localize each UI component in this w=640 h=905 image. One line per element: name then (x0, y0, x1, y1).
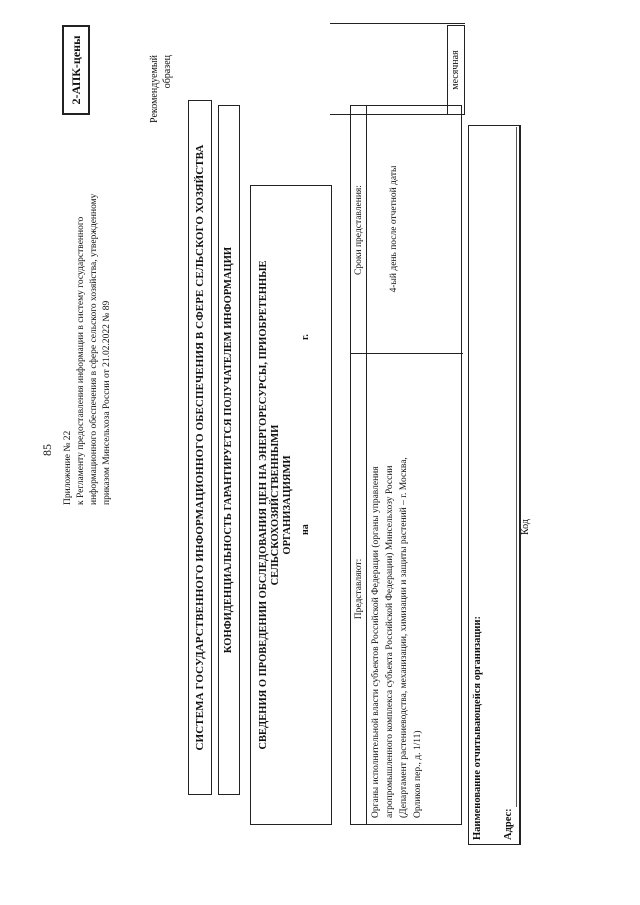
form-code-box: 2-АПК-цены (62, 25, 90, 115)
recommended-line: Рекомендуемый (149, 55, 160, 123)
appendix-note (62, 65, 114, 505)
column-divider (351, 353, 463, 354)
appendix-line: к Регламенту предоставления информации в систему государственного (76, 216, 86, 505)
appendix-line: Приложение № 22 (63, 430, 73, 505)
col-header-deadline: Сроки представления: (351, 106, 367, 354)
submitters-line: (Департамент растениеводства, механизации, химизации и защиты растений – г. Москва, (399, 457, 409, 818)
deadline-text: 4-ый день после отчетной даты (389, 165, 399, 293)
organization-label: Наименование отчитывающейся организации: (472, 615, 483, 840)
code-label: Код (520, 519, 531, 535)
submission-table (350, 105, 462, 825)
confidentiality-bar: КОНФИДЕНЦИАЛЬНОСТЬ ГАРАНТИРУЕТСЯ ПОЛУЧАТЕЛЕМ ИНФОРМАЦИИ (218, 105, 240, 795)
report-title (258, 195, 294, 815)
code-strip (520, 125, 533, 845)
address-line (516, 127, 517, 807)
address-label: Адрес: (503, 808, 514, 840)
submitters-text (369, 358, 425, 818)
submitters-line: агропромышленного комплекса субъекта Российской Федерации) Минсельхозу России (385, 465, 395, 818)
report-title-line: ОРГАНИЗАЦИЯМИ (282, 455, 293, 555)
periodicity-box: месячная (447, 25, 465, 115)
periodicity-frame (330, 23, 465, 115)
report-title-line: СВЕДЕНИЯ О ПРОВЕДЕНИИ ОБСЛЕДОВАНИЯ ЦЕН НА ЭНЕРГОРЕСУРСЫ, ПРИОБРЕТЕННЫЕ СЕЛЬСКОХОЗЯЙСТВЕННЫМИ (258, 260, 281, 750)
page-number: 85 (40, 444, 54, 456)
year-label: г. (300, 334, 311, 340)
appendix-line: информационного обеспечения в сфере сельского хозяйства, утвержденному (89, 193, 99, 505)
submitters-line: Органы исполнительной власти субъектов Российской Федерации (органы управления (371, 466, 381, 818)
col-header-submitters: Представляют: (351, 354, 367, 824)
submitters-line: Орликов пер., д. 1/11) (413, 730, 423, 818)
recommended-sample-note (148, 55, 174, 145)
recommended-line: образец (162, 55, 173, 89)
system-title-bar: СИСТЕМА ГОСУДАРСТВЕННОГО ИНФОРМАЦИОННОГО ОБЕСПЕЧЕНИЯ В СФЕРЕ СЕЛЬСКОГО ХОЗЯЙСТВА (188, 100, 212, 795)
na-label: на (300, 524, 311, 535)
appendix-line: приказом Минсельхоза России от 21.02.2022 № 89 (102, 300, 112, 505)
